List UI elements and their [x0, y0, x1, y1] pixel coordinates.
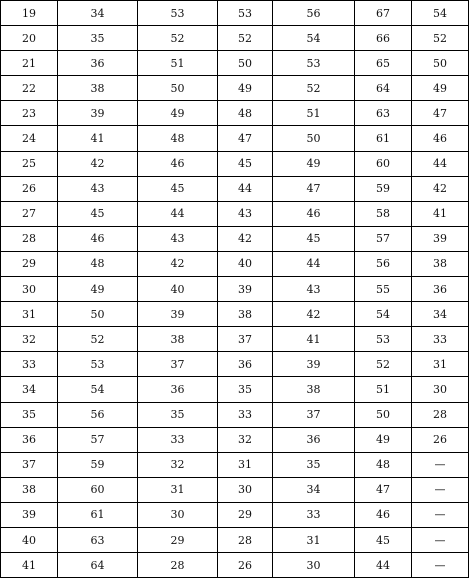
table-cell: 51	[355, 377, 412, 402]
table-cell: 35	[1, 402, 58, 427]
table-cell: 41	[273, 327, 355, 352]
table-cell: 28	[1, 226, 58, 251]
table-cell: 52	[58, 327, 138, 352]
table-row	[1, 377, 469, 402]
table-cell: 50	[355, 402, 412, 427]
table-cell: 19	[1, 1, 58, 26]
table-cell: 20	[1, 26, 58, 51]
table-cell: 47	[218, 126, 273, 151]
table-cell: 42	[412, 176, 469, 201]
table-cell: 44	[412, 151, 469, 176]
table-row	[1, 477, 469, 502]
table-cell: 46	[138, 151, 218, 176]
table-cell: 54	[58, 377, 138, 402]
table-row	[1, 226, 469, 251]
table-cell: 44	[138, 201, 218, 226]
table-cell: 39	[218, 277, 273, 302]
table-cell: 26	[218, 553, 273, 578]
table-cell: 35	[138, 402, 218, 427]
table-row	[1, 277, 469, 302]
table-cell: 41	[1, 553, 58, 578]
table-cell: 44	[355, 553, 412, 578]
table-cell: —	[412, 477, 469, 502]
table-cell: 33	[412, 327, 469, 352]
table-cell: 31	[138, 477, 218, 502]
table-cell: 56	[273, 1, 355, 26]
table-cell: 32	[1, 327, 58, 352]
table-row	[1, 101, 469, 126]
table-cell: 22	[1, 76, 58, 101]
table-cell: 27	[1, 201, 58, 226]
table-cell: 29	[1, 251, 58, 276]
table-cell: 46	[355, 502, 412, 527]
table-cell: 30	[273, 553, 355, 578]
table-cell: 45	[355, 527, 412, 552]
table-cell: 53	[355, 327, 412, 352]
table-cell: 57	[58, 427, 138, 452]
table-row	[1, 76, 469, 101]
table-cell: 60	[58, 477, 138, 502]
table-cell: —	[412, 452, 469, 477]
table-cell: 38	[218, 302, 273, 327]
table-cell: 40	[138, 277, 218, 302]
table-cell: 49	[58, 277, 138, 302]
table-cell: 50	[412, 51, 469, 76]
table-cell: 30	[138, 502, 218, 527]
table-row	[1, 251, 469, 276]
table-cell: 45	[138, 176, 218, 201]
table-cell: 56	[58, 402, 138, 427]
table-cell: 46	[273, 201, 355, 226]
table-cell: 33	[138, 427, 218, 452]
table-cell: 31	[218, 452, 273, 477]
table-cell: 47	[273, 176, 355, 201]
table-cell: 54	[355, 302, 412, 327]
table-cell: 31	[1, 302, 58, 327]
table-cell: 36	[1, 427, 58, 452]
table-row	[1, 302, 469, 327]
table-cell: 42	[273, 302, 355, 327]
table-cell: 52	[273, 76, 355, 101]
table-cell: 41	[58, 126, 138, 151]
table-cell: —	[412, 527, 469, 552]
table-cell: —	[412, 553, 469, 578]
table-cell: 34	[1, 377, 58, 402]
table-row	[1, 26, 469, 51]
table-cell: 49	[218, 76, 273, 101]
table-cell: 67	[355, 1, 412, 26]
table-cell: 63	[58, 527, 138, 552]
table-cell: 48	[138, 126, 218, 151]
table-cell: 53	[218, 1, 273, 26]
table-cell: —	[412, 502, 469, 527]
table-cell: 64	[355, 76, 412, 101]
table-cell: 29	[218, 502, 273, 527]
table-cell: 50	[58, 302, 138, 327]
table-cell: 51	[138, 51, 218, 76]
table-cell: 47	[355, 477, 412, 502]
table-cell: 24	[1, 126, 58, 151]
table-cell: 50	[218, 51, 273, 76]
table-cell: 61	[58, 502, 138, 527]
table-cell: 33	[218, 402, 273, 427]
table-body	[1, 1, 469, 578]
table-cell: 32	[218, 427, 273, 452]
table-cell: 42	[218, 226, 273, 251]
table-cell: 38	[58, 76, 138, 101]
table-cell: 26	[1, 176, 58, 201]
table-cell: 36	[412, 277, 469, 302]
table-cell: 47	[412, 101, 469, 126]
table-cell: 48	[58, 251, 138, 276]
table-cell: 45	[273, 226, 355, 251]
table-cell: 50	[273, 126, 355, 151]
table-cell: 65	[355, 51, 412, 76]
table-cell: 41	[412, 201, 469, 226]
table-cell: 37	[218, 327, 273, 352]
table-cell: 48	[355, 452, 412, 477]
table-row	[1, 176, 469, 201]
table-row	[1, 402, 469, 427]
table-cell: 35	[273, 452, 355, 477]
table-cell: 45	[58, 201, 138, 226]
table-cell: 56	[355, 251, 412, 276]
table-cell: 44	[273, 251, 355, 276]
table-cell: 34	[58, 1, 138, 26]
table-cell: 36	[138, 377, 218, 402]
table-cell: 28	[412, 402, 469, 427]
table-cell: 23	[1, 101, 58, 126]
table-cell: 40	[1, 527, 58, 552]
table-cell: 55	[355, 277, 412, 302]
table-cell: 61	[355, 126, 412, 151]
table-cell: 30	[412, 377, 469, 402]
table-row	[1, 427, 469, 452]
table-cell: 39	[58, 101, 138, 126]
table-cell: 49	[412, 76, 469, 101]
table-cell: 34	[412, 302, 469, 327]
table-cell: 57	[355, 226, 412, 251]
table-cell: 52	[412, 26, 469, 51]
table-cell: 54	[412, 1, 469, 26]
table-cell: 35	[58, 26, 138, 51]
table-cell: 38	[1, 477, 58, 502]
table-cell: 59	[355, 176, 412, 201]
table-cell: 28	[218, 527, 273, 552]
table-cell: 43	[218, 201, 273, 226]
table-cell: 53	[138, 1, 218, 26]
table-cell: 37	[1, 452, 58, 477]
table-cell: 36	[58, 51, 138, 76]
table-cell: 43	[138, 226, 218, 251]
table-row	[1, 151, 469, 176]
table-cell: 45	[218, 151, 273, 176]
table-cell: 43	[273, 277, 355, 302]
table-cell: 38	[412, 251, 469, 276]
table-cell: 49	[355, 427, 412, 452]
table-row	[1, 352, 469, 377]
table-cell: 33	[1, 352, 58, 377]
table-row	[1, 327, 469, 352]
table-row	[1, 126, 469, 151]
table-cell: 38	[273, 377, 355, 402]
table-cell: 52	[218, 26, 273, 51]
table-cell: 64	[58, 553, 138, 578]
table-cell: 63	[355, 101, 412, 126]
table-cell: 39	[273, 352, 355, 377]
table-row	[1, 502, 469, 527]
table-cell: 42	[58, 151, 138, 176]
table-row	[1, 1, 469, 26]
table-cell: 28	[138, 553, 218, 578]
table-cell: 42	[138, 251, 218, 276]
table-cell: 39	[412, 226, 469, 251]
table-cell: 58	[355, 201, 412, 226]
table-cell: 36	[273, 427, 355, 452]
table-cell: 31	[412, 352, 469, 377]
table-row	[1, 201, 469, 226]
table-cell: 43	[58, 176, 138, 201]
table-cell: 53	[273, 51, 355, 76]
table-row	[1, 452, 469, 477]
table-cell: 46	[58, 226, 138, 251]
table-cell: 25	[1, 151, 58, 176]
table-cell: 48	[218, 101, 273, 126]
table-cell: 35	[218, 377, 273, 402]
table-cell: 34	[273, 477, 355, 502]
table-cell: 49	[138, 101, 218, 126]
table-row	[1, 51, 469, 76]
table-cell: 39	[138, 302, 218, 327]
table-row	[1, 527, 469, 552]
table-cell: 31	[273, 527, 355, 552]
table-row	[1, 553, 469, 578]
table-cell: 33	[273, 502, 355, 527]
table-cell: 29	[138, 527, 218, 552]
table-cell: 60	[355, 151, 412, 176]
table-cell: 40	[218, 251, 273, 276]
table-cell: 36	[218, 352, 273, 377]
table-cell: 50	[138, 76, 218, 101]
table-cell: 44	[218, 176, 273, 201]
table-cell: 53	[58, 352, 138, 377]
table-cell: 52	[138, 26, 218, 51]
table-cell: 30	[218, 477, 273, 502]
table-cell: 37	[138, 352, 218, 377]
table-cell: 54	[273, 26, 355, 51]
table-cell: 26	[412, 427, 469, 452]
table-cell: 52	[355, 352, 412, 377]
table-cell: 32	[138, 452, 218, 477]
table-cell: 21	[1, 51, 58, 76]
table-cell: 37	[273, 402, 355, 427]
table-cell: 39	[1, 502, 58, 527]
table-cell: 38	[138, 327, 218, 352]
table-cell: 66	[355, 26, 412, 51]
table-cell: 30	[1, 277, 58, 302]
table-cell: 51	[273, 101, 355, 126]
table-cell: 49	[273, 151, 355, 176]
table-cell: 46	[412, 126, 469, 151]
table-cell: 59	[58, 452, 138, 477]
